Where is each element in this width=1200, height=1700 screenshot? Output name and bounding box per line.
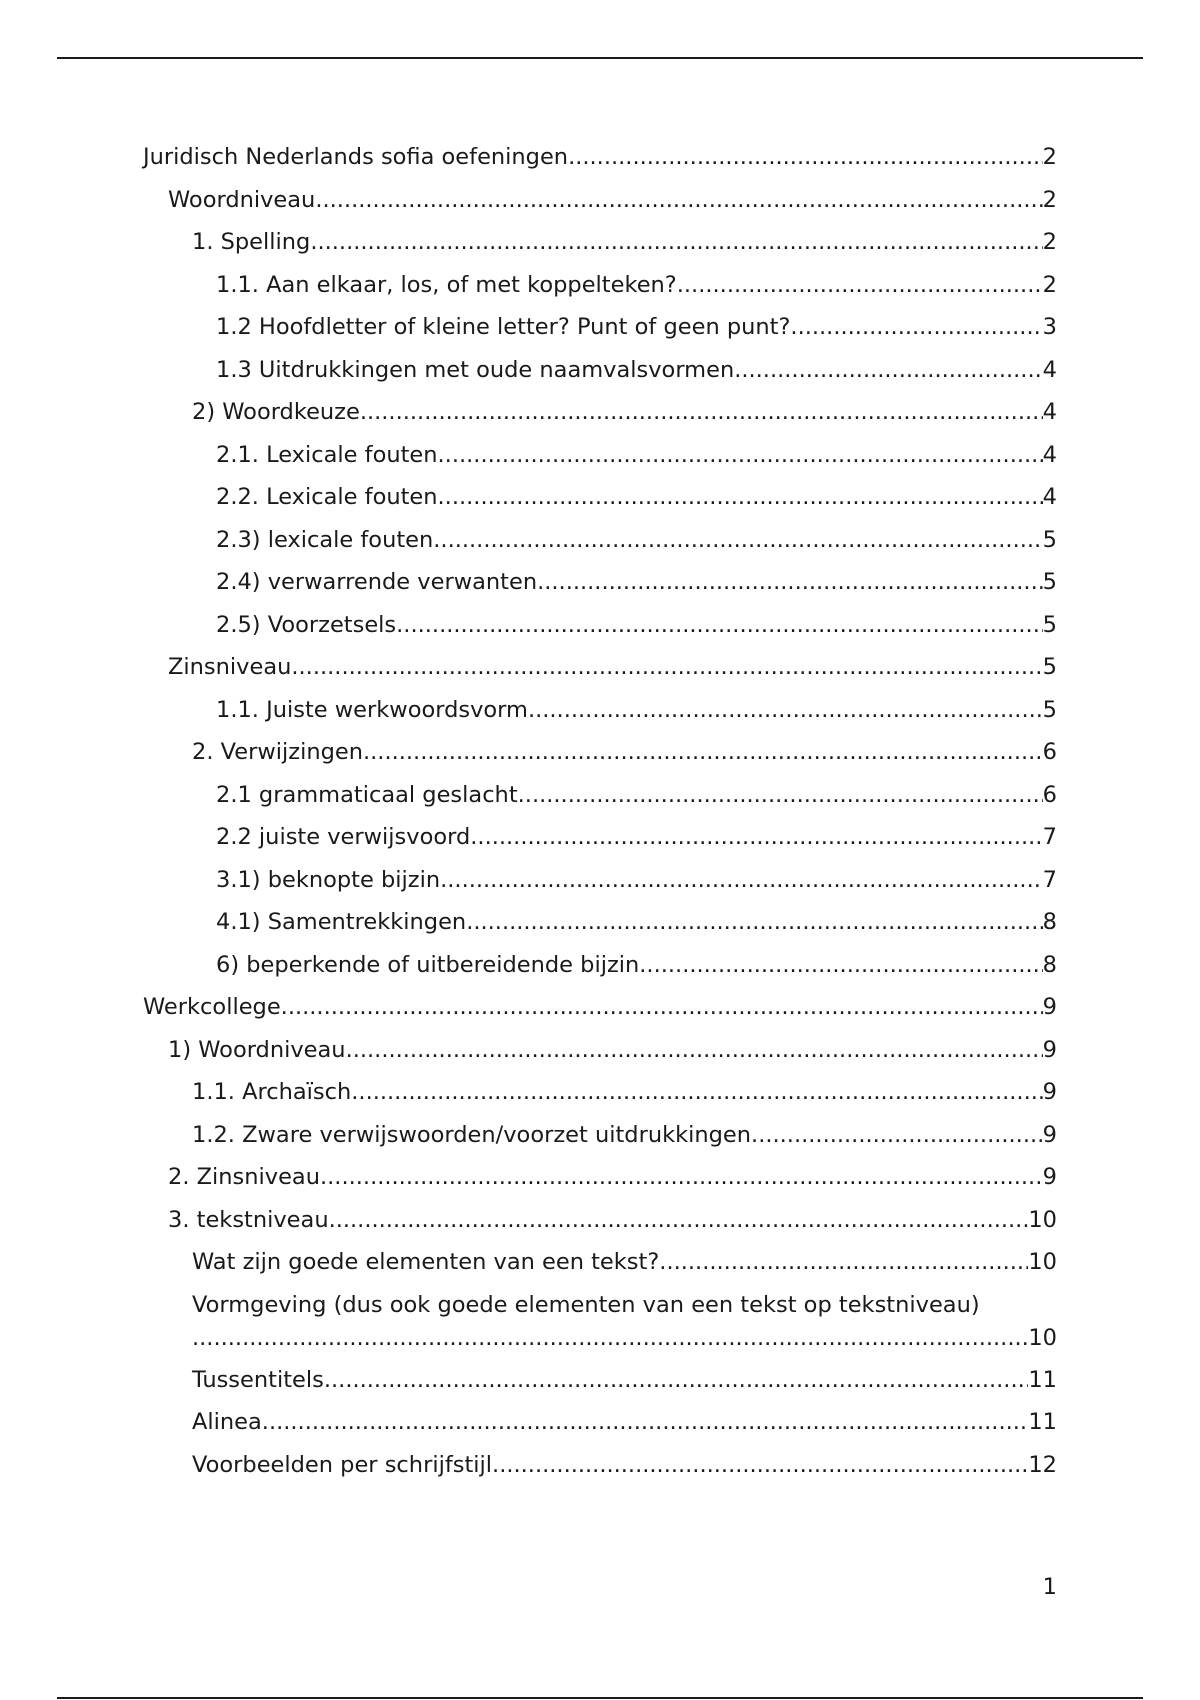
toc-entry-title: Werkcollege xyxy=(143,994,281,1020)
toc-entry-title: 2.4) verwarrende verwanten xyxy=(216,569,538,595)
toc-entry[interactable] xyxy=(143,1119,1057,1162)
toc-entry[interactable] xyxy=(143,1034,1057,1077)
toc-entry[interactable] xyxy=(143,1076,1057,1119)
toc-entry-title: Voorbeelden per schrijfstijl xyxy=(192,1451,493,1478)
toc-entry[interactable] xyxy=(143,566,1057,609)
toc-dot-leader xyxy=(396,609,1043,641)
toc-entry-page: 5 xyxy=(1042,611,1057,638)
toc-entry-page: 2 xyxy=(1042,229,1057,255)
toc-entry-title: 1.2. Zware verwijswoorden/voorzet uitdrukkingen xyxy=(192,1121,752,1148)
toc-entry[interactable] xyxy=(143,439,1057,482)
toc-dot-leader xyxy=(315,184,1042,216)
toc-entry-page: 4 xyxy=(1042,399,1057,425)
toc-dot-leader xyxy=(440,864,1043,896)
toc-entry-title: 2.5) Voorzetsels xyxy=(216,611,397,638)
toc-dot-leader xyxy=(734,354,1042,386)
toc-entry[interactable] xyxy=(143,354,1057,397)
toc-entry-page: 11 xyxy=(1028,1366,1057,1393)
toc-entry-page: 5 xyxy=(1042,696,1057,723)
toc-entry[interactable] xyxy=(143,141,1057,184)
toc-entry-page: 2 xyxy=(1042,144,1057,170)
toc-entry-title: 1.1. Aan elkaar, los, of met koppelteken? xyxy=(216,271,677,298)
toc-entry-page: 4 xyxy=(1042,441,1057,468)
toc-entry[interactable] xyxy=(143,1289,1057,1364)
toc-entry-title: 2.1 grammaticaal geslacht xyxy=(216,781,518,808)
toc-entry-title: Tussentitels xyxy=(192,1366,324,1393)
toc-entry-title: 4.1) Samentrekkingen xyxy=(216,909,467,935)
toc-entry[interactable] xyxy=(143,311,1057,354)
toc-dot-leader xyxy=(438,481,1043,513)
toc-entry[interactable] xyxy=(143,991,1057,1034)
toc-dot-leader xyxy=(751,1119,1043,1151)
toc-entry[interactable] xyxy=(143,1161,1057,1204)
toc-dot-leader xyxy=(329,1204,1029,1236)
toc-entry[interactable] xyxy=(143,1204,1057,1247)
toc-dot-leader xyxy=(262,1406,1029,1438)
toc-entry-page: 9 xyxy=(1042,1164,1057,1190)
toc-dot-leader xyxy=(639,949,1042,981)
toc-dot-leader xyxy=(568,141,1043,173)
toc-dot-leader xyxy=(363,736,1043,768)
toc-entry-page: 6 xyxy=(1042,739,1057,765)
toc-entry-page: 4 xyxy=(1042,356,1057,383)
toc-entry[interactable] xyxy=(143,779,1057,822)
toc-entry[interactable] xyxy=(143,1449,1057,1492)
toc-entry-page: 10 xyxy=(1028,1324,1057,1351)
toc-dot-leader xyxy=(433,524,1042,556)
toc-entry-page: 9 xyxy=(1042,994,1057,1020)
toc-entry-title: 2. Verwijzingen xyxy=(192,739,363,765)
toc-entry[interactable] xyxy=(143,949,1057,992)
toc-dot-leader xyxy=(291,651,1042,683)
toc-dot-leader xyxy=(466,906,1042,938)
toc-entry[interactable] xyxy=(143,651,1057,694)
toc-entry-page: 10 xyxy=(1028,1206,1057,1233)
toc-dot-leader xyxy=(537,566,1043,598)
toc-entry-page: 5 xyxy=(1042,526,1057,553)
toc-entry-page: 2 xyxy=(1042,186,1057,213)
toc-entry-title: 3. tekstniveau xyxy=(168,1206,329,1233)
toc-entry-page: 7 xyxy=(1042,824,1057,850)
toc-entry-title: 2.1. Lexicale fouten xyxy=(216,441,438,468)
toc-dot-leader xyxy=(192,1322,1028,1354)
toc-entry-title: 1.3 Uitdrukkingen met oude naamvalsvormen xyxy=(216,356,735,383)
toc-entry[interactable] xyxy=(143,609,1057,652)
toc-entry[interactable] xyxy=(143,1246,1057,1289)
toc-entry-title: Vormgeving (dus ook goede elementen van een tekst op tekstniveau) xyxy=(192,1291,980,1318)
toc-dot-leader xyxy=(438,439,1043,471)
toc-entry-page: 4 xyxy=(1042,484,1057,510)
toc-entry-page: 10 xyxy=(1028,1249,1057,1275)
toc-entry-page: 5 xyxy=(1042,569,1057,595)
toc-entry[interactable] xyxy=(143,821,1057,864)
toc-dot-leader xyxy=(492,1449,1028,1481)
toc-entry-title: 1. Spelling xyxy=(192,229,311,255)
toc-entry-title: 3.1) beknopte bijzin xyxy=(216,866,441,893)
toc-entry-title: 6) beperkende of uitbereidende bijzin xyxy=(216,951,640,978)
toc-entry-title: 2.2. Lexicale fouten xyxy=(216,484,438,510)
toc-entry-title: 1.1. Juiste werkwoordsvorm xyxy=(216,696,528,723)
toc-entry-page: 9 xyxy=(1042,1121,1057,1148)
toc-entry-title: Zinsniveau xyxy=(168,654,292,680)
toc-dot-leader xyxy=(470,821,1042,853)
toc-entry-title: 1.1. Archaïsch xyxy=(192,1079,352,1105)
toc-entry-page: 2 xyxy=(1042,271,1057,298)
toc-entry-title: 2.3) lexicale fouten xyxy=(216,526,434,553)
toc-entry-page: 5 xyxy=(1042,654,1057,680)
toc-entry-page: 11 xyxy=(1028,1409,1057,1435)
toc-entry-page: 8 xyxy=(1042,909,1057,935)
toc-entry-title: Wat zijn goede elementen van een tekst? xyxy=(192,1249,660,1275)
toc-entry[interactable] xyxy=(143,396,1057,439)
toc-dot-leader xyxy=(677,269,1043,301)
page-number: 1 xyxy=(1042,1574,1057,1600)
toc-entry-title: 2) Woordkeuze xyxy=(192,399,360,425)
toc-dot-leader xyxy=(659,1246,1028,1278)
toc-entry-page: 7 xyxy=(1042,866,1057,893)
toc-dot-leader xyxy=(528,694,1043,726)
toc-entry[interactable] xyxy=(143,1406,1057,1449)
table-of-contents xyxy=(143,141,1057,1491)
toc-dot-leader xyxy=(281,991,1043,1023)
toc-entry[interactable] xyxy=(143,481,1057,524)
toc-entry[interactable] xyxy=(143,694,1057,737)
toc-dot-leader xyxy=(360,396,1043,428)
toc-entry-page: 9 xyxy=(1042,1036,1057,1063)
toc-dot-leader xyxy=(310,226,1042,258)
toc-entry-continuation xyxy=(192,1322,1057,1354)
toc-entry-title: Woordniveau xyxy=(168,186,316,213)
toc-entry-page: 3 xyxy=(1042,314,1057,340)
toc-entry-title: 1.2 Hoofdletter of kleine letter? Punt of geen punt? xyxy=(216,314,791,340)
toc-entry-page: 6 xyxy=(1042,781,1057,808)
toc-entry[interactable] xyxy=(143,184,1057,227)
toc-entry[interactable] xyxy=(143,864,1057,907)
toc-dot-leader xyxy=(790,311,1042,343)
toc-entry[interactable] xyxy=(143,906,1057,949)
toc-dot-leader xyxy=(351,1076,1042,1108)
toc-dot-leader xyxy=(324,1364,1029,1396)
header-rule xyxy=(57,57,1143,59)
toc-entry-page: 12 xyxy=(1028,1451,1057,1478)
toc-entry-title: Alinea xyxy=(192,1409,262,1435)
toc-entry-title: 2. Zinsniveau xyxy=(168,1164,320,1190)
toc-entry-title: 1) Woordniveau xyxy=(168,1036,346,1063)
toc-entry-title: Juridisch Nederlands sofia oefeningen xyxy=(143,144,569,170)
toc-entry-page: 8 xyxy=(1042,951,1057,978)
toc-entry[interactable] xyxy=(143,524,1057,567)
footer-rule xyxy=(57,1697,1143,1699)
toc-dot-leader xyxy=(320,1161,1043,1193)
toc-entry-page: 9 xyxy=(1042,1079,1057,1105)
toc-entry[interactable] xyxy=(143,226,1057,269)
toc-dot-leader xyxy=(518,779,1043,811)
toc-entry-title: 2.2 juiste verwijsvoord xyxy=(216,824,471,850)
toc-entry[interactable] xyxy=(143,736,1057,779)
toc-dot-leader xyxy=(346,1034,1043,1066)
toc-entry[interactable] xyxy=(143,269,1057,312)
toc-entry[interactable] xyxy=(143,1364,1057,1407)
